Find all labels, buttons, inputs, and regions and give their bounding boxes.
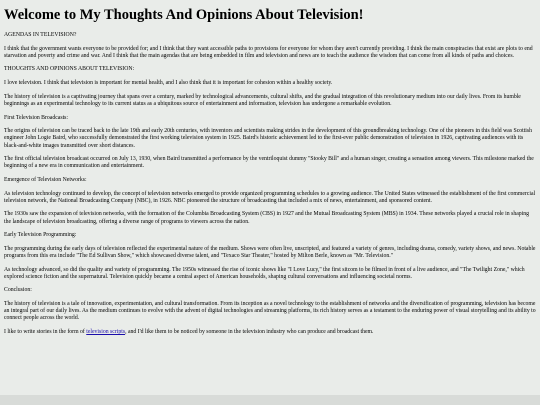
programming-paragraph: The programming during the early days of television reflected the experimental nature of the medium. Shows were often live, unscripted, and featured a variety of genres, including drama, comedy, variety shows, and news. Notable programs from this era include "The Ed Sullivan Show," which showcased diverse talent, and "Texaco Star Theater," hosted by Milton Berle, known as "Mr. Television."	[4, 245, 536, 259]
page-bottom-strip	[0, 395, 540, 405]
closing-text-start: I like to write stories in the form of	[4, 329, 87, 336]
history-intro-paragraph: The history of television is a captivating journey that spans over a century, marked by technological advancements, cultural shifts, and the gradual integration of this revolutionary medium into our daily lives. From its humble beginnings as an experimental technology to its current status as a ubiquitous source of entertainment and information, television has undergone a remarkable evolution.	[4, 93, 521, 107]
thoughts-heading: THOUGHTS AND OPINIONS ABOUT TELEVISION:	[4, 66, 135, 73]
page-title: Welcome to My Thoughts And Opinions About Television!	[4, 7, 364, 23]
networks-paragraph: As television technology continued to develop, the concept of television networks emerged to provide organized programming schedules to a growing audience. The United States witnessed the establishment of the first commercial television network, the National Broadcasting Company (NBC), in 1926. NBC pioneered the structure of broadcasting that included a mix of news, entertainment, and sponsored content.	[4, 190, 536, 204]
agendas-paragraph: I think that the government wants everyone to be provided for; and I think that they want accessible paths to provisions for everyone for whom they aren't currently providing. I think the main conspiracies that exist are plots to end starvation and poverty and crime and war. And I think that the main agendas that are being embedded in film and television and news are to teach the audience the wisdom that can come from all kinds of paths and choices.	[4, 45, 533, 59]
programming-heading: Early Television Programming:	[4, 232, 77, 239]
television-scripts-link[interactable]: television scripts	[86, 329, 126, 336]
love-paragraph: I love television. I think that television is important for mental health, and I also think that it is important for cohesion within a healthy society.	[4, 80, 333, 87]
quality-paragraph: As technology advanced, so did the quality and variety of programming. The 1950s witnessed the rise of iconic shows like "I Love Lucy," the first sitcom to be filmed in front of a live audience, and "The Twilight Zone," which explored science fiction and the supernatural. Television quickly became a central aspect of American households, shaping cultural conversations and influencing societal norms.	[4, 266, 525, 280]
first-broadcast-paragraph: The first official television broadcast occurred on July 13, 1930, when Baird transmitted a performance by the ventriloquist dummy "Stooky Bill" and a human singer, creating a sensation among viewers. This milestone marked the beginning of a new era in communication and entertainment.	[4, 156, 534, 170]
origins-paragraph: The origins of television can be traced back to the late 19th and early 20th centuries, with inventors and scientists making strides in the development of this groundbreaking technology. One of the pioneers in this field was Scottish engineer John Logie Baird, who successfully demonstrated the first working television system in 1925. Baird's historic achievement led to the first-ever public demonstration of television in 1926, captivating audiences with its black-and-white images transmitted over short distances.	[4, 128, 533, 149]
expansion-paragraph: The 1930s saw the expansion of television networks, with the formation of the Columbia Broadcasting System (CBS) in 1927 and the Mutual Broadcasting System (MBS) in 1934. These networks played a crucial role in shaping the landscape of television broadcasting, offering a diverse range of programs to viewers across the nation.	[4, 211, 529, 225]
networks-heading: Emergence of Television Networks:	[4, 176, 87, 183]
closing-text-end: , and I'd like them to be noticed by someone in the television industry who can produce and broadcast them.	[125, 329, 374, 336]
first-broadcasts-heading: First Television Broadcasts:	[4, 114, 69, 121]
conclusion-paragraph: The history of television is a tale of innovation, experimentation, and cultural transformation. From its inception as a novel technology to the establishment of networks and the diversification of programming, television has become an integral part of our daily lives. As the medium continues to evolve with the advent of digital technologies and streaming platforms, its rich history serves as a testament to the enduring power of visual storytelling and its ability to connect people across the world.	[4, 301, 536, 322]
conclusion-heading: Conclusion:	[4, 287, 32, 294]
agendas-heading: AGENDAS IN TELEVISION?	[4, 32, 77, 38]
closing-paragraph	[4, 329, 536, 336]
